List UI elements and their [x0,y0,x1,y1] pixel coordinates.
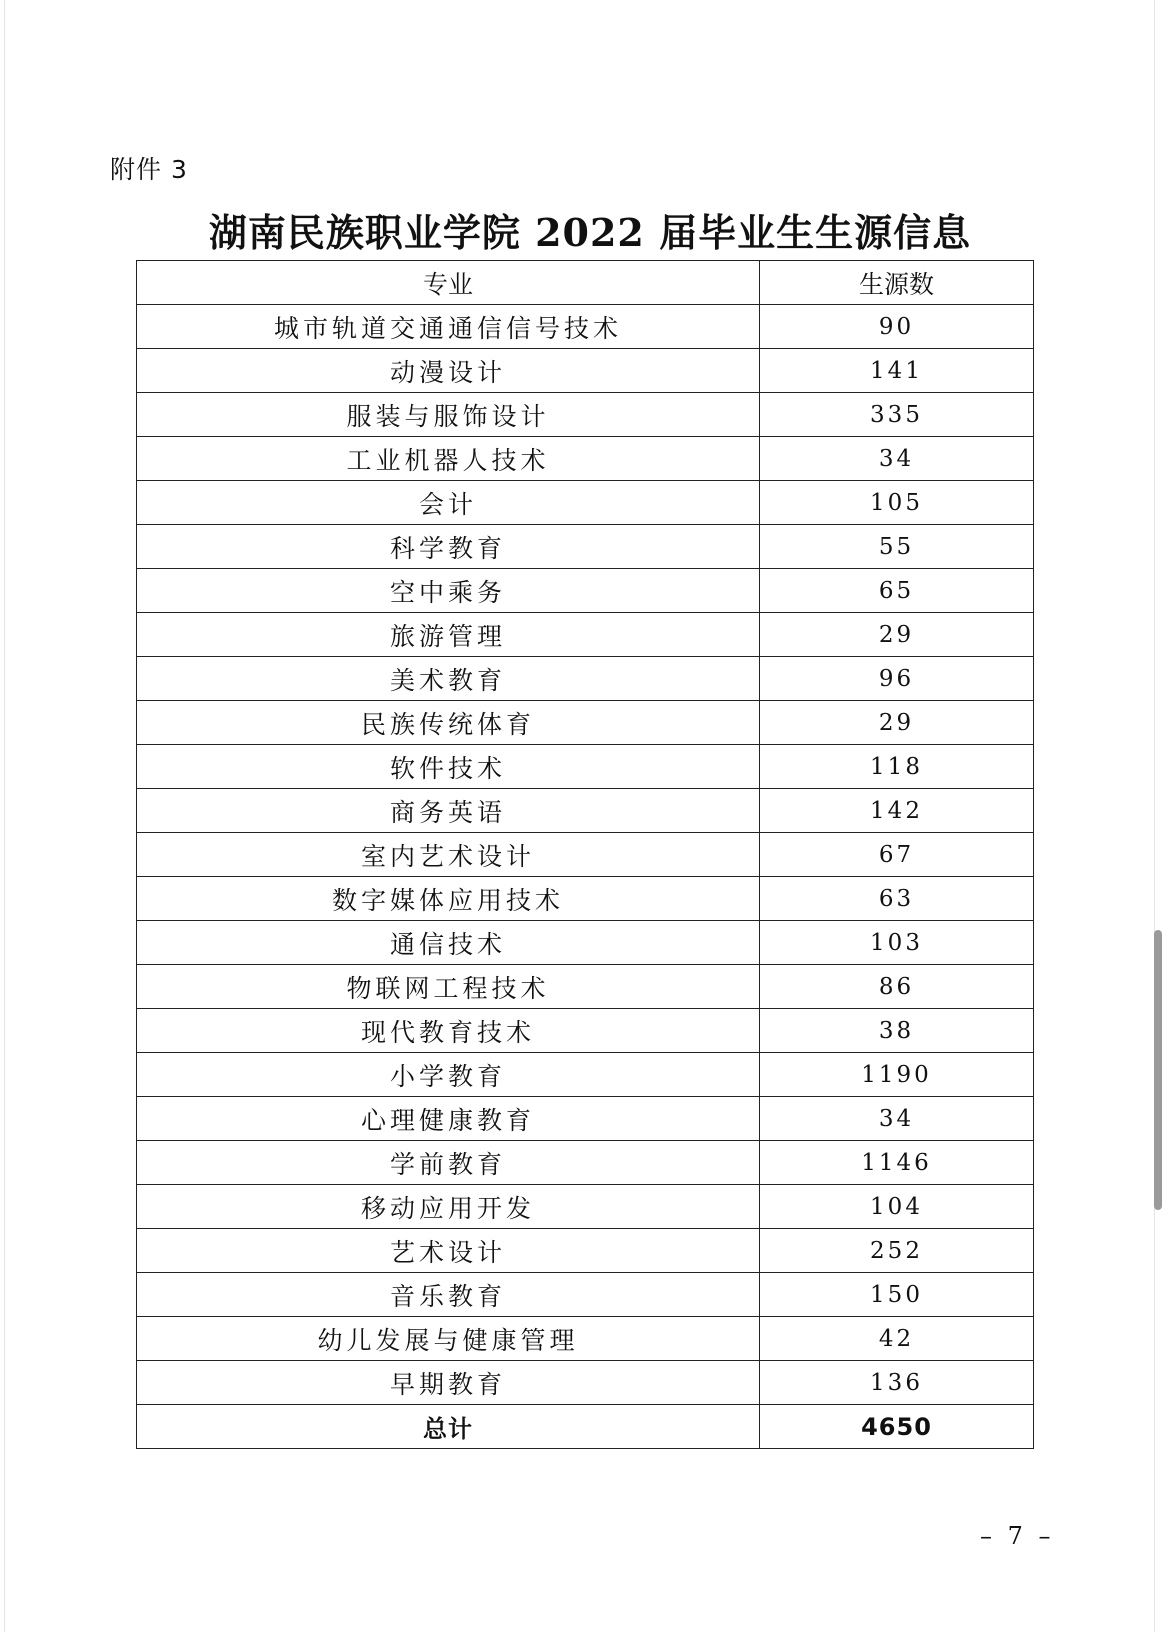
major-cell: 服装与服饰设计 [137,393,760,437]
major-cell: 幼儿发展与健康管理 [137,1317,760,1361]
table-row [137,1361,1034,1405]
table-body [137,305,1034,1405]
count-cell: 96 [760,657,1034,701]
major-cell: 通信技术 [137,921,760,965]
count-cell: 105 [760,481,1034,525]
count-cell: 29 [760,613,1034,657]
table-row [137,481,1034,525]
count-cell: 90 [760,305,1034,349]
major-cell: 心理健康教育 [137,1097,760,1141]
table-row [137,1097,1034,1141]
major-cell: 小学教育 [137,1053,760,1097]
table-row [137,745,1034,789]
major-cell: 艺术设计 [137,1229,760,1273]
count-cell: 86 [760,965,1034,1009]
count-cell: 142 [760,789,1034,833]
table-row [137,877,1034,921]
table-row [137,525,1034,569]
table-row [137,393,1034,437]
table-row [137,921,1034,965]
table-row [137,1229,1034,1273]
header-major: 专业 [137,261,760,305]
count-cell: 29 [760,701,1034,745]
document-title: 湖南民族职业学院 2022 届毕业生生源信息 [208,210,972,255]
major-cell: 软件技术 [137,745,760,789]
attachment-label: 附件 3 [110,155,188,184]
major-cell: 数字媒体应用技术 [137,877,760,921]
major-cell: 现代教育技术 [137,1009,760,1053]
count-cell: 118 [760,745,1034,789]
table-row [137,437,1034,481]
table-header-row [137,261,1034,305]
table-row [137,1185,1034,1229]
major-cell: 早期教育 [137,1361,760,1405]
count-cell: 63 [760,877,1034,921]
table-row [137,305,1034,349]
table-row [137,701,1034,745]
table-row [137,349,1034,393]
major-cell: 动漫设计 [137,349,760,393]
total-label: 总计 [137,1405,760,1449]
table-row [137,569,1034,613]
table-row [137,657,1034,701]
count-cell: 55 [760,525,1034,569]
count-cell: 1146 [760,1141,1034,1185]
count-cell: 335 [760,393,1034,437]
total-count: 4650 [760,1405,1034,1449]
major-cell: 工业机器人技术 [137,437,760,481]
count-cell: 150 [760,1273,1034,1317]
major-cell: 城市轨道交通通信信号技术 [137,305,760,349]
major-cell: 室内艺术设计 [137,833,760,877]
table-row [137,789,1034,833]
count-cell: 1190 [760,1053,1034,1097]
major-cell: 科学教育 [137,525,760,569]
count-cell: 34 [760,1097,1034,1141]
total-row [137,1405,1034,1449]
count-cell: 103 [760,921,1034,965]
table-row [137,1273,1034,1317]
count-cell: 65 [760,569,1034,613]
major-cell: 移动应用开发 [137,1185,760,1229]
table-row [137,1317,1034,1361]
count-cell: 104 [760,1185,1034,1229]
count-cell: 67 [760,833,1034,877]
count-cell: 42 [760,1317,1034,1361]
table-row [137,1009,1034,1053]
major-cell: 物联网工程技术 [137,965,760,1009]
page-number: – 7 – [980,1522,1055,1550]
major-cell: 美术教育 [137,657,760,701]
major-cell: 音乐教育 [137,1273,760,1317]
major-cell: 空中乘务 [137,569,760,613]
count-cell: 252 [760,1229,1034,1273]
header-count: 生源数 [760,261,1034,305]
count-cell: 136 [760,1361,1034,1405]
major-cell: 会计 [137,481,760,525]
major-cell: 学前教育 [137,1141,760,1185]
graduate-source-table [136,260,1034,1449]
table-row [137,1141,1034,1185]
major-cell: 民族传统体育 [137,701,760,745]
count-cell: 34 [760,437,1034,481]
scrollbar-thumb[interactable] [1154,930,1162,1210]
table-row [137,613,1034,657]
table-row [137,1053,1034,1097]
major-cell: 旅游管理 [137,613,760,657]
count-cell: 38 [760,1009,1034,1053]
table-row [137,833,1034,877]
major-cell: 商务英语 [137,789,760,833]
count-cell: 141 [760,349,1034,393]
table-row [137,965,1034,1009]
